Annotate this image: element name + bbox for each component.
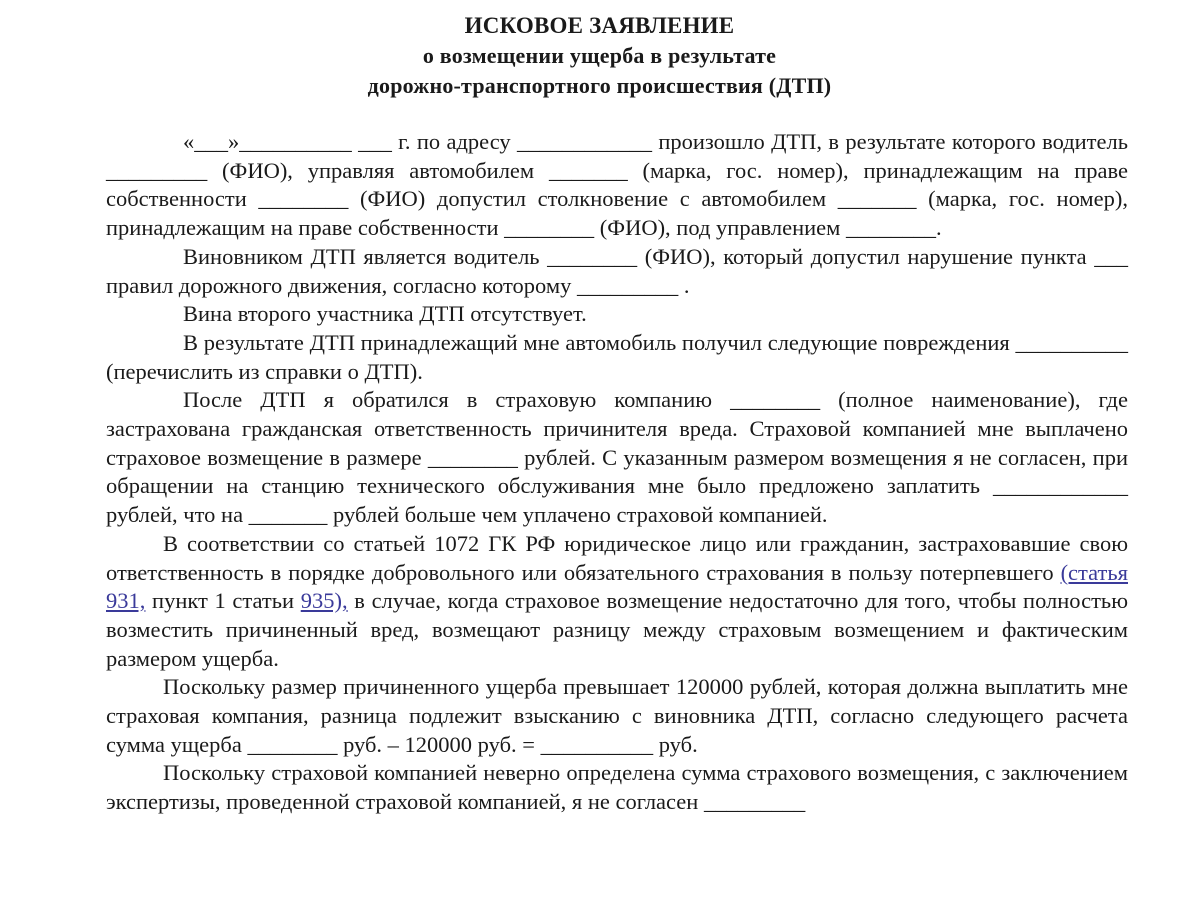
- document-title: ИСКОВОЕ ЗАЯВЛЕНИЕ: [464, 13, 735, 38]
- paragraph-calculation: Поскольку размер причиненного ущерба превышает 120000 рублей, которая должна выплатить мне страховая компания, разница подлежит взысканию с виновника ДТП, согласно следующего расчета сумма ущерба ________ руб. – 120000 руб. = __________ руб.: [106, 674, 1128, 757]
- document-subtitle-line2: дорожно-транспортного происшествия (ДТП): [367, 73, 832, 98]
- link-article-935[interactable]: 935),: [300, 588, 348, 614]
- paragraph-damage: В результате ДТП принадлежащий мне автомобиль получил следующие повреждения __________ (перечислить из справки о ДТП).: [106, 329, 1128, 384]
- legal-text-after: в случае, когда страховое возмещение недостаточно для того, чтобы полностью возместить причиненный вред, возмещают разницу между страховым возмещением и фактическим размером ущерба.: [106, 588, 1128, 671]
- paragraph-no-fault: Вина второго участника ДТП отсутствует.: [183, 301, 587, 327]
- legal-text-before: В соответствии со статьей 1072 ГК РФ юридическое лицо или гражданин, застраховавшие свою ответственность в порядке добровольного или обязательного страхования в пользу потерпевшего: [106, 530, 1128, 585]
- paragraph-legal-basis: [106, 530, 1128, 674]
- legal-text-middle: пункт 1 статьи: [145, 588, 301, 614]
- paragraph-disagreement: Поскольку страховой компанией неверно определена сумма страхового возмещения, с заключением экспертизы, проведенной страховой компанией, я не согласен _________: [106, 760, 1128, 815]
- link-article-931[interactable]: (статья 931,: [106, 559, 1128, 614]
- paragraph-culprit: Виновником ДТП является водитель ________ (ФИО), который допустил нарушение пункта ___ правил дорожного движения, согласно которому _________ .: [106, 243, 1128, 298]
- paragraph-insurance: После ДТП я обратился в страховую компанию ________ (полное наименование), где застрахована гражданская ответственность причинителя вреда. Страховой компанией мне выплачено страховое возмещение в размере ________ рублей. С указанным размером возмещения я не согласен, при обращении на станцию технического обслуживания мне было предложено заплатить ____________ рублей, что на _______ рублей больше чем уплачено страховой компанией.: [106, 387, 1128, 528]
- document-subtitle-line1: о возмещении ущерба в результате: [422, 43, 777, 68]
- paragraph-incident: «___»__________ ___ г. по адресу ____________ произошло ДТП, в результате которого водитель _________ (ФИО), управляя автомобилем _______ (марка, гос. номер), принадлежащим на праве собственности ________ (ФИО) допустил столкновение с автомобилем _______ (марка, гос. номер), принадлежащим на праве собственности ________ (ФИО), под управлением ________.: [106, 129, 1128, 241]
- document-body: [106, 128, 1128, 817]
